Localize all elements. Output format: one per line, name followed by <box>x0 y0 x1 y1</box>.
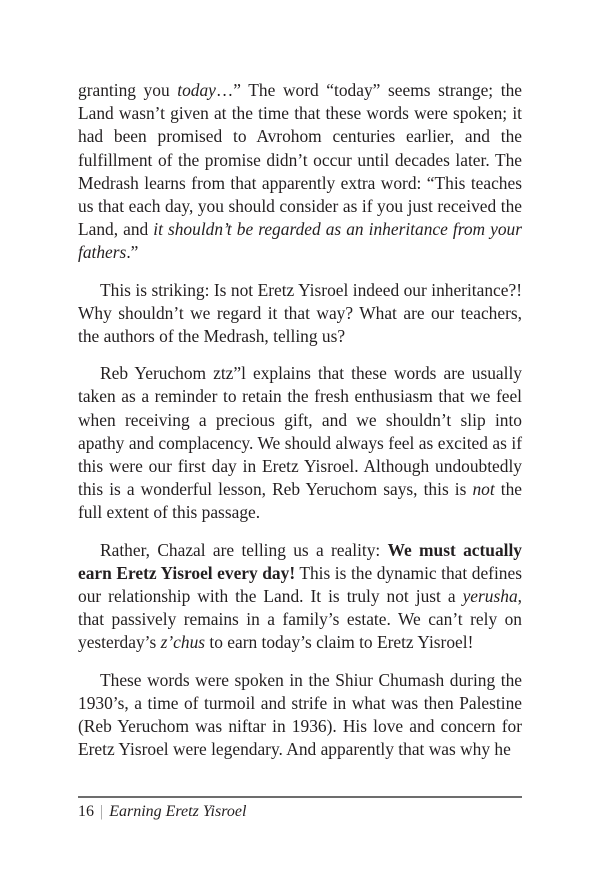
italic-run: it shouldn’t be regarded as an inheritance from your fathers <box>78 219 522 263</box>
text-run: , that passively remains in a family’s estate. We can’t rely on yesterday’s <box>78 586 522 653</box>
italic-run: today <box>177 80 216 100</box>
page-footer <box>78 803 246 821</box>
paragraph-1 <box>78 79 522 265</box>
page-number: 16 <box>78 803 94 820</box>
text-run: This is striking: Is not Eretz Yisroel indeed our inheritance?! Why shouldn’t we regard it that way? What are our teachers, the authors of the Medrash, telling us? <box>78 279 522 347</box>
running-title: Earning Eretz Yisroel <box>109 803 247 820</box>
text-run: This is the dynamic that defines our relationship with the Land. It is truly not just a <box>78 562 522 607</box>
paragraph-5 <box>78 669 522 762</box>
text-run: granting you <box>78 80 178 100</box>
text-run: Rather, Chazal are telling us a reality: <box>100 539 388 560</box>
text-run: .” <box>126 242 139 263</box>
text-run: to earn today’s claim to Eretz Yisroel! <box>205 632 474 653</box>
page-body <box>78 79 522 775</box>
text-run: Reb Yeruchom ztz”l explains that these words are usually taken as a reminder to retain the fresh enthusiasm that we feel when receiving a precious gift, and we shouldn’t slip into apathy and complacency. We should always feel as excited as if this were our first day in Eretz Yisroel. Although undoubtedly this is a wonderful lesson, Reb Yeruchom says, this is <box>78 363 522 500</box>
italic-run: yerusha <box>462 586 518 607</box>
italic-run: z’chus <box>160 632 206 653</box>
footer-rule <box>78 796 522 798</box>
paragraph-2 <box>78 279 522 349</box>
footer-separator: | <box>100 803 104 820</box>
paragraph-4 <box>78 539 522 655</box>
text-run: These words were spoken in the Shiur Chumash during the 1930’s, a time of turmoil and strife in what was then Palestine (Reb Yeruchom was niftar in 1936). His love and concern for Eretz Yisroel were legendary. And apparently that was why he <box>78 669 522 760</box>
text-run: the full extent of this passage. <box>78 479 522 523</box>
italic-run: not <box>472 479 495 500</box>
text-run: …” The word “today” seems strange; the Land wasn’t given at the time that these words were spoken; it had been promised to Avrohom centuries earlier, and the fulfillment of the promise didn’t occur until decades later. The Medrash learns from that apparently extra word: “This teaches us that each day, you should consider as if you just received the Land, and <box>78 80 522 240</box>
paragraph-3 <box>78 362 522 524</box>
bold-run: We must actually earn Eretz Yisroel every day! <box>78 539 522 583</box>
